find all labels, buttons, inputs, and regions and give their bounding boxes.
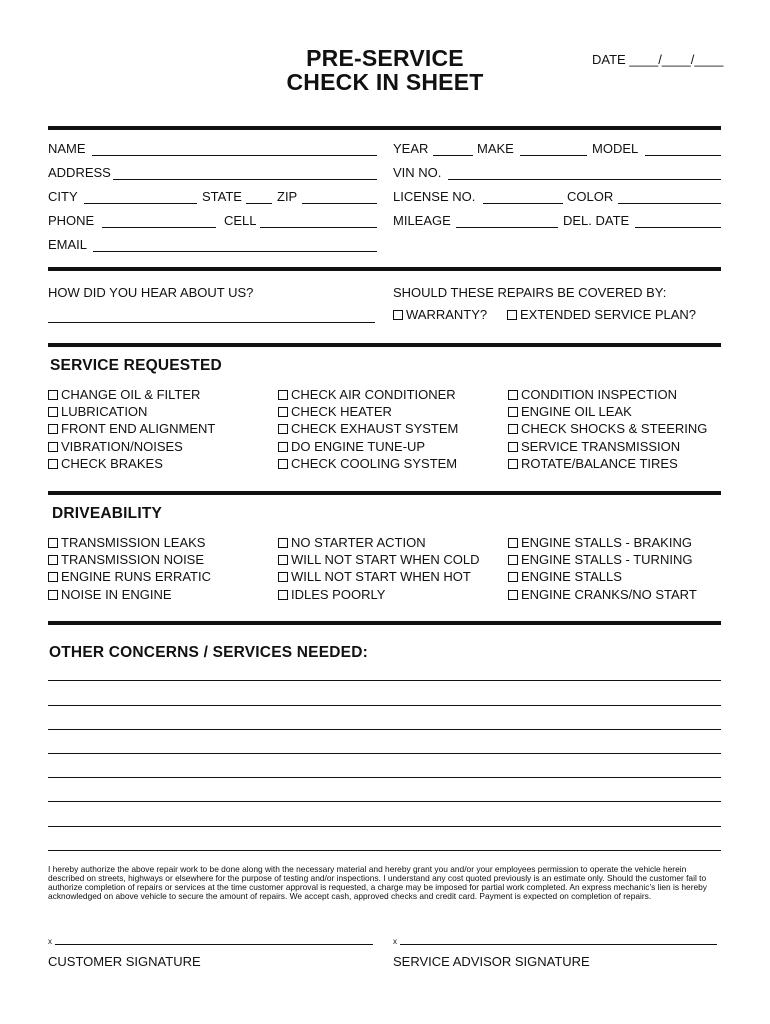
- address-label: ADDRESS: [48, 165, 111, 180]
- checkbox-icon[interactable]: [48, 424, 58, 434]
- checkbox-label: DO ENGINE TUNE-UP: [291, 438, 426, 454]
- advisor-signature-x: x: [393, 937, 397, 946]
- checkbox-icon[interactable]: [48, 407, 58, 417]
- checkbox-icon[interactable]: [278, 424, 288, 434]
- checkbox-icon[interactable]: [278, 407, 288, 417]
- customer-signature-x: x: [48, 937, 52, 946]
- checkbox-idles-poorly[interactable]: [278, 587, 385, 602]
- checkbox-transmission-leaks[interactable]: [48, 535, 205, 550]
- driveability-heading: DRIVEABILITY: [52, 505, 163, 522]
- page-title-line2: CHECK IN SHEET: [286, 69, 484, 95]
- checkbox-engine-stalls-turning[interactable]: [508, 552, 692, 567]
- checkbox-label: SERVICE TRANSMISSION: [521, 438, 681, 454]
- checkbox-do-engine-tune-up[interactable]: [278, 439, 425, 454]
- checkbox-icon[interactable]: [278, 590, 288, 600]
- concern-line[interactable]: [48, 777, 721, 778]
- date-field[interactable]: DATE ____/____/____: [592, 52, 724, 67]
- state-label: STATE: [202, 189, 242, 204]
- checkbox-label: ENGINE OIL LEAK: [521, 404, 632, 420]
- referral-question: HOW DID YOU HEAR ABOUT US?: [48, 285, 254, 300]
- checkbox-label: CHECK AIR CONDITIONER: [291, 387, 456, 402]
- checkbox-label: WILL NOT START WHEN COLD: [291, 552, 480, 568]
- checkbox-label: CONDITION INSPECTION: [521, 387, 678, 402]
- advisor-signature-label: SERVICE ADVISOR SIGNATURE: [393, 954, 590, 969]
- checkbox-icon[interactable]: [278, 555, 288, 565]
- cell-label: CELL: [224, 213, 257, 228]
- checkbox-engine-stalls[interactable]: [508, 569, 622, 584]
- checkbox-engine-runs-erratic[interactable]: [48, 569, 211, 584]
- coverage-question: SHOULD THESE REPAIRS BE COVERED BY:: [393, 285, 667, 300]
- del-date-field[interactable]: [635, 227, 721, 228]
- color-label: COLOR: [567, 189, 614, 204]
- checkbox-label: LUBRICATION: [61, 404, 148, 420]
- checkbox-label: ENGINE RUNS ERRATIC: [61, 569, 211, 585]
- checkbox-icon[interactable]: [278, 390, 288, 400]
- year-label: YEAR: [393, 141, 429, 156]
- color-field[interactable]: [618, 203, 721, 204]
- checkbox-icon[interactable]: [48, 572, 58, 582]
- vin-label: VIN NO.: [393, 165, 442, 180]
- customer-signature-label: CUSTOMER SIGNATURE: [48, 954, 201, 969]
- checkbox-label: CHECK COOLING SYSTEM: [291, 455, 458, 471]
- concern-line[interactable]: [48, 729, 721, 730]
- checkbox-icon[interactable]: [508, 555, 518, 565]
- checkbox-label: VIBRATION/NOISES: [61, 438, 183, 454]
- phone-field[interactable]: [102, 227, 216, 228]
- divider-rule: [48, 491, 721, 495]
- checkbox-label: CHECK HEATER: [291, 404, 392, 420]
- mileage-field[interactable]: [456, 227, 558, 228]
- city-label: CITY: [48, 189, 78, 204]
- license-field[interactable]: [483, 203, 563, 204]
- authorization-text: I hereby authorize the above repair work to be done along with the necessary material and hereby grant you and/or your employees permission to operate the vehicle herein described on streets, highways or elsewhere for the purpose of testing and/or inspections. I understand any cost quoted previously is an estimate only. Should the customer fail to authorize completion of repairs or services at the time customer approval is requested, a charge may be imposed for partial work completed. An express mechanic’s lien is hereby acknowledged on above vehicle to secure the amount of repairs. We accept cash, approved checks and credit card. Payment is expected on completion of repairs.: [48, 864, 707, 901]
- checkbox-service-transmission[interactable]: [508, 439, 680, 454]
- checkbox-engine-stalls-braking[interactable]: [508, 535, 692, 550]
- checkbox-label: CHECK BRAKES: [61, 455, 163, 471]
- checkbox-icon[interactable]: [48, 442, 58, 452]
- checkbox-check-air-conditioner[interactable]: [278, 387, 456, 402]
- checkbox-condition-inspection[interactable]: [508, 387, 677, 402]
- checkbox-label: NOISE IN ENGINE: [61, 586, 172, 602]
- checkbox-change-oil-filter[interactable]: [48, 387, 200, 402]
- checkbox-icon[interactable]: [508, 572, 518, 582]
- checkbox-check-exhaust-system[interactable]: [278, 421, 458, 436]
- name-label: NAME: [48, 141, 86, 156]
- checkbox-icon[interactable]: [508, 442, 518, 452]
- checkbox-icon[interactable]: [48, 590, 58, 600]
- divider-rule: [48, 621, 721, 625]
- email-field[interactable]: [93, 251, 377, 252]
- checkbox-icon[interactable]: [278, 459, 288, 469]
- checkbox-label: FRONT END ALIGNMENT: [61, 421, 216, 437]
- make-field[interactable]: [520, 155, 587, 156]
- city-field[interactable]: [84, 203, 197, 204]
- checkbox-will-not-start-when-hot[interactable]: [278, 569, 471, 584]
- extended-plan-checkbox[interactable]: [507, 307, 696, 322]
- checkbox-icon[interactable]: [278, 572, 288, 582]
- customer-signature-line[interactable]: [55, 944, 373, 945]
- checkbox-label: CHANGE OIL & FILTER: [61, 387, 201, 402]
- model-field[interactable]: [645, 155, 721, 156]
- checkbox-transmission-noise[interactable]: [48, 552, 204, 567]
- name-field[interactable]: [92, 155, 377, 156]
- checkbox-vibration-noises[interactable]: [48, 439, 183, 454]
- warranty-checkbox[interactable]: [393, 307, 487, 322]
- checkbox-icon[interactable]: [507, 310, 517, 320]
- checkbox-label: NO STARTER ACTION: [291, 535, 426, 550]
- checkbox-label: ENGINE CRANKS/NO START: [521, 586, 697, 602]
- checkbox-rotate-balance-tires[interactable]: [508, 456, 678, 471]
- checkbox-label: TRANSMISSION LEAKS: [61, 535, 206, 550]
- checkbox-label: ENGINE STALLS - TURNING: [521, 552, 693, 568]
- checkbox-lubrication[interactable]: [48, 404, 147, 419]
- address-field[interactable]: [113, 179, 377, 180]
- checkbox-label: IDLES POORLY: [291, 586, 386, 602]
- checkbox-check-shocks-steering[interactable]: [508, 421, 707, 436]
- checkbox-icon[interactable]: [508, 459, 518, 469]
- divider-rule: [48, 267, 721, 271]
- checkbox-icon[interactable]: [508, 590, 518, 600]
- checkbox-check-heater[interactable]: [278, 404, 392, 419]
- page-title-line1: PRE-SERVICE: [306, 45, 464, 71]
- checkbox-label: CHECK EXHAUST SYSTEM: [291, 421, 459, 437]
- checkbox-will-not-start-when-cold[interactable]: [278, 552, 480, 567]
- checkbox-icon[interactable]: [48, 555, 58, 565]
- checkbox-engine-cranks-no-start[interactable]: [508, 587, 697, 602]
- concern-line[interactable]: [48, 680, 721, 681]
- state-field[interactable]: [246, 203, 272, 204]
- checkbox-engine-oil-leak[interactable]: [508, 404, 632, 419]
- other-concerns-heading: OTHER CONCERNS / SERVICES NEEDED:: [49, 644, 368, 661]
- checkbox-label: ROTATE/BALANCE TIRES: [521, 455, 678, 471]
- year-field[interactable]: [433, 155, 473, 156]
- checkbox-icon[interactable]: [508, 538, 518, 548]
- checkbox-icon[interactable]: [393, 310, 403, 320]
- concern-line[interactable]: [48, 826, 721, 827]
- checkbox-icon[interactable]: [278, 538, 288, 548]
- make-label: MAKE: [477, 141, 514, 156]
- concern-line[interactable]: [48, 801, 721, 802]
- email-label: EMAIL: [48, 237, 88, 252]
- checkbox-front-end-alignment[interactable]: [48, 421, 215, 436]
- model-label: MODEL: [592, 141, 639, 156]
- checkbox-icon[interactable]: [508, 424, 518, 434]
- cell-field[interactable]: [260, 227, 377, 228]
- vin-field[interactable]: [448, 179, 721, 180]
- divider-rule: [48, 126, 721, 130]
- referral-field[interactable]: [48, 322, 375, 323]
- divider-rule: [48, 343, 721, 347]
- checkbox-icon[interactable]: [508, 390, 518, 400]
- concern-line[interactable]: [48, 753, 721, 754]
- mileage-label: MILEAGE: [393, 213, 451, 228]
- concern-line[interactable]: [48, 705, 721, 706]
- concern-line[interactable]: [48, 850, 721, 851]
- checkbox-check-brakes[interactable]: [48, 456, 163, 471]
- checkbox-icon[interactable]: [278, 442, 288, 452]
- zip-field[interactable]: [302, 203, 377, 204]
- advisor-signature-line[interactable]: [400, 944, 717, 945]
- checkbox-label: ENGINE STALLS: [521, 569, 622, 585]
- checkbox-label: TRANSMISSION NOISE: [61, 552, 205, 568]
- checkbox-icon[interactable]: [508, 407, 518, 417]
- checkbox-no-starter-action[interactable]: [278, 535, 426, 550]
- service-requested-heading: SERVICE REQUESTED: [50, 357, 222, 374]
- license-label: LICENSE NO.: [393, 189, 476, 204]
- checkbox-check-cooling-system[interactable]: [278, 456, 457, 471]
- warranty-label: WARRANTY?: [406, 307, 488, 322]
- checkbox-icon[interactable]: [48, 538, 58, 548]
- del-date-label: DEL. DATE: [563, 213, 630, 228]
- checkbox-icon[interactable]: [48, 390, 58, 400]
- checkbox-label: ENGINE STALLS - BRAKING: [521, 535, 692, 550]
- checkbox-label: CHECK SHOCKS & STEERING: [521, 421, 708, 437]
- extended-plan-label: EXTENDED SERVICE PLAN?: [520, 307, 697, 322]
- checkbox-icon[interactable]: [48, 459, 58, 469]
- checkbox-noise-in-engine[interactable]: [48, 587, 172, 602]
- zip-label: ZIP: [277, 189, 298, 204]
- checkbox-label: WILL NOT START WHEN HOT: [291, 569, 471, 585]
- phone-label: PHONE: [48, 213, 95, 228]
